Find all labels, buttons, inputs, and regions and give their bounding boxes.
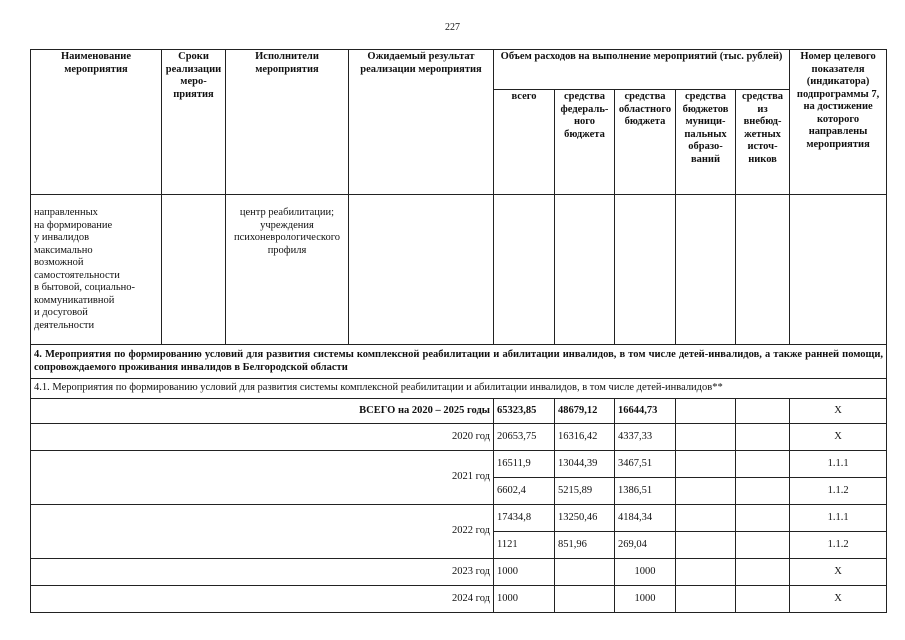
value-total: 6602,4 <box>494 478 555 505</box>
value-total: 17434,8 <box>494 505 555 532</box>
value-indicator: X <box>790 559 887 586</box>
total-row <box>31 399 887 424</box>
header-indicator: Номер целевого показателя (индикатора) подпрограммы 7, на достижение которого направлены мероприятия <box>790 50 887 195</box>
table-row <box>31 424 887 451</box>
header-federal: средства федераль-ного бюджета <box>555 90 615 195</box>
year-label: 2024 год <box>31 586 494 613</box>
value-regional: 1000 <box>615 586 676 613</box>
year-label: 2023 год <box>31 559 494 586</box>
header-municipal: средства бюджетов муници-пальных образо-ваний <box>676 90 736 195</box>
year-label: 2021 год <box>31 451 494 505</box>
value-total: 20653,75 <box>494 424 555 451</box>
continuation-row <box>31 195 887 345</box>
value-federal <box>555 586 615 613</box>
total-total: 65323,85 <box>494 399 555 424</box>
header-result: Ожидаемый результат реализации мероприятия <box>349 50 494 195</box>
header-extrabudget: средства из внебюд-жетных источ-ников <box>736 90 790 195</box>
value-total: 1121 <box>494 532 555 559</box>
value-federal: 13250,46 <box>555 505 615 532</box>
value-federal: 5215,89 <box>555 478 615 505</box>
value-federal: 16316,42 <box>555 424 615 451</box>
year-label: 2020 год <box>31 424 494 451</box>
value-indicator: 1.1.1 <box>790 505 887 532</box>
table-row <box>31 505 887 532</box>
table-row <box>31 559 887 586</box>
value-regional: 4337,33 <box>615 424 676 451</box>
value-total: 1000 <box>494 586 555 613</box>
header-executor: Исполнители мероприятия <box>226 50 349 195</box>
section-4-title: 4. Мероприятия по формированию условий для развития системы комплексной реабилитации и абилитации инвалидов, в том числе детей-инвалидов, а также ранней помощи, сопровождаемого проживания инвалидов в Белгородской области <box>31 345 887 379</box>
value-indicator: 1.1.2 <box>790 532 887 559</box>
table-row <box>31 586 887 613</box>
value-regional: 269,04 <box>615 532 676 559</box>
value-regional: 1000 <box>615 559 676 586</box>
header-regional: средства областного бюджета <box>615 90 676 195</box>
year-label: 2022 год <box>31 505 494 559</box>
value-federal: 13044,39 <box>555 451 615 478</box>
section-4-1-title: 4.1. Мероприятия по формированию условий для развития системы комплексной реабилитации и абилитации инвалидов, в том числе детей-инвалидов** <box>31 379 887 399</box>
value-indicator: X <box>790 586 887 613</box>
total-label: ВСЕГО на 2020 – 2025 годы <box>31 399 494 424</box>
page-number: 227 <box>445 22 460 33</box>
value-indicator: X <box>790 424 887 451</box>
table-row <box>31 451 887 478</box>
measures-table <box>30 49 887 613</box>
value-federal <box>555 559 615 586</box>
value-indicator: 1.1.1 <box>790 451 887 478</box>
total-federal: 48679,12 <box>555 399 615 424</box>
value-total: 16511,9 <box>494 451 555 478</box>
total-indicator: X <box>790 399 887 424</box>
total-regional: 16644,73 <box>615 399 676 424</box>
value-federal: 851,96 <box>555 532 615 559</box>
header-volume: Объем расходов на выполнение мероприятий (тыс. рублей) <box>494 50 790 90</box>
value-regional: 1386,51 <box>615 478 676 505</box>
value-regional: 3467,51 <box>615 451 676 478</box>
value-indicator: 1.1.2 <box>790 478 887 505</box>
header-total: всего <box>494 90 555 195</box>
continuation-executor: центр реабилитации; учреждения психоневрологического профиля <box>226 195 349 345</box>
header-name: Наименование мероприятия <box>31 50 162 195</box>
header-term: Сроки реализации меро-приятия <box>162 50 226 195</box>
value-regional: 4184,34 <box>615 505 676 532</box>
continuation-name: направленных на формирование у инвалидов максимально возможной самостоятельности в бытовой, социально- коммуникативной и досуговой деятельности <box>31 195 162 345</box>
value-total: 1000 <box>494 559 555 586</box>
